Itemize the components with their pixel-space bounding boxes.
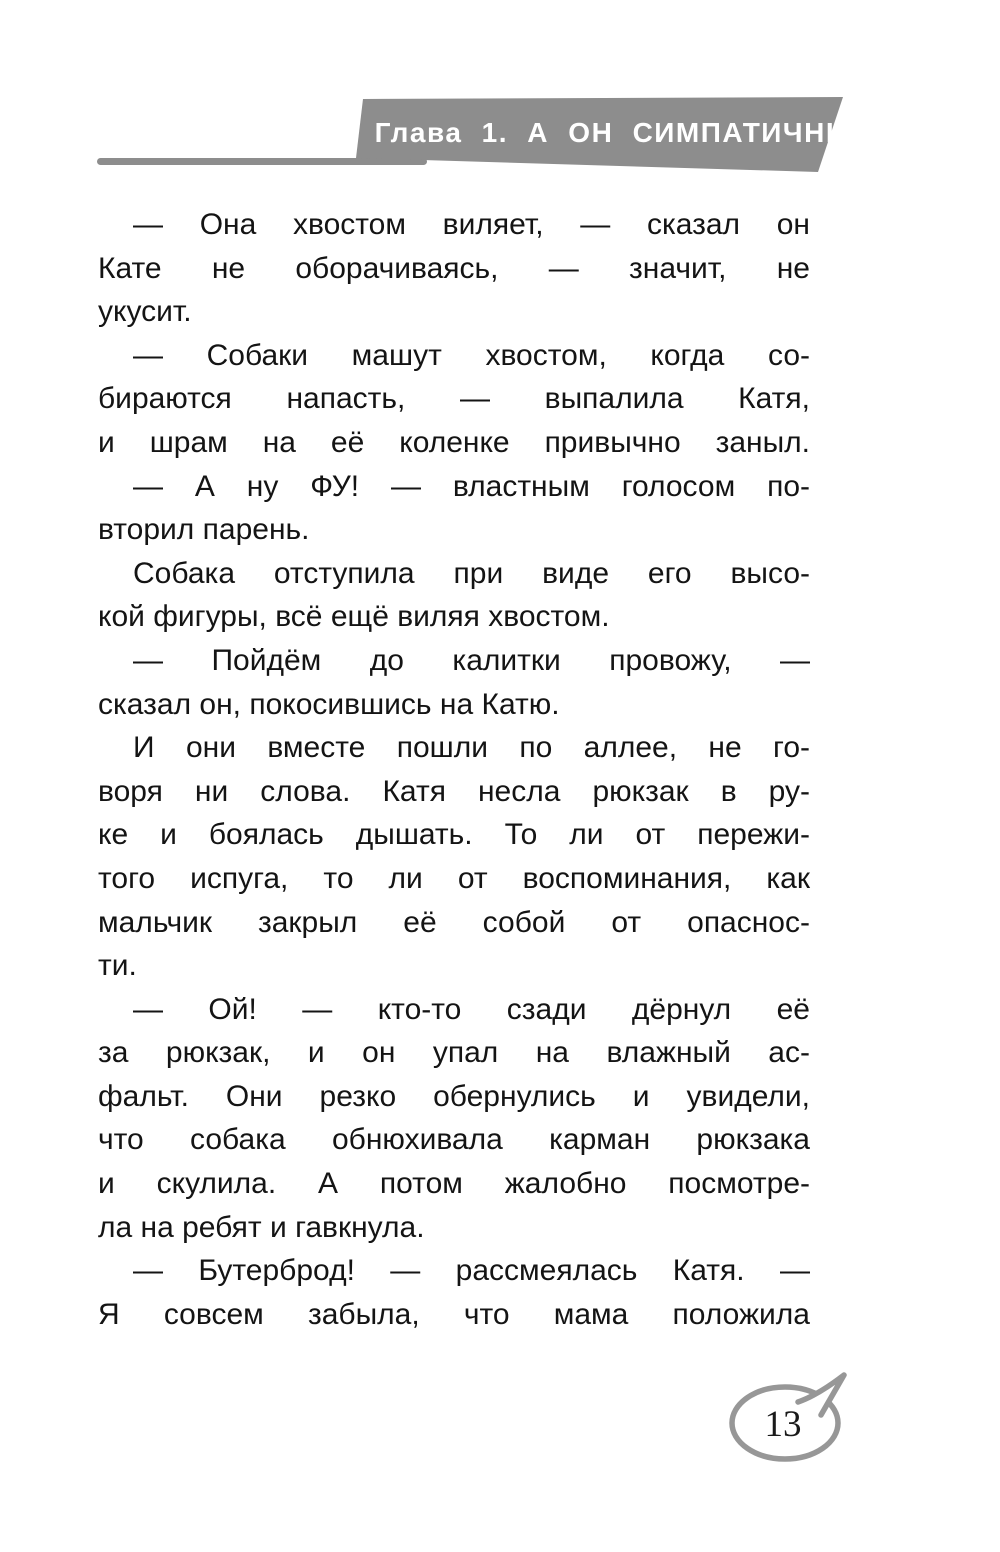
paragraph [98, 465, 810, 552]
text-line: и шрам на её коленке привычно заныл. [98, 425, 810, 459]
text-line: того испуга, то ли от воспоминания, как [98, 861, 810, 895]
text-line: ти. [98, 949, 137, 983]
text-line: укусит. [98, 295, 192, 329]
text-line: Кате не оборачиваясь, — значит, не [98, 251, 810, 285]
paragraph [98, 1249, 810, 1336]
text-line: И они вместе пошли по аллее, не го- [133, 731, 810, 765]
paragraph [98, 334, 810, 465]
text-line: фальт. Они резко обернулись и увидели, [98, 1079, 810, 1113]
text-line: — А ну ФУ! — властным голосом по- [133, 469, 810, 503]
text-line: мальчик закрыл её собой от опаснос- [98, 905, 810, 939]
text-line: воря ни слова. Катя несла рюкзак в ру- [98, 774, 810, 808]
text-line: ла на ребят и гавкнула. [98, 1210, 425, 1244]
paragraph [98, 203, 810, 334]
text-line: за рюкзак, и он упал на влажный ас- [98, 1036, 810, 1070]
text-line: ке и боялась дышать. То ли от пережи- [98, 818, 810, 852]
text-line: Собака отступила при виде его высо- [133, 556, 810, 590]
text-line: — Собаки машут хвостом, когда со- [133, 338, 810, 372]
text-line: — Бутерброд! — рассмеялась Катя. — [133, 1254, 810, 1288]
text-line: — Ой! — кто-то сзади дёрнул её [133, 992, 810, 1026]
text-line: — Пойдём до калитки провожу, — [133, 643, 810, 677]
page-number: 13 [764, 1404, 802, 1445]
text-line: — Она хвостом виляет, — сказал он [133, 208, 810, 241]
text-line: бираются напасть, — выпалила Катя, [98, 382, 810, 416]
text-line: и скулила. А потом жалобно посмотре- [98, 1167, 810, 1201]
text-line: кой фигуры, всё ещё виляя хвостом. [98, 600, 610, 634]
text-line: вторил парень. [98, 513, 310, 547]
paragraph [98, 988, 810, 1250]
text-line: сказал он, покосившись на Катю. [98, 687, 560, 721]
paragraph [98, 552, 810, 639]
page-number-bubble [715, 1355, 865, 1475]
body-text [98, 203, 810, 1336]
text-line: что собака обнюхивала карман рюкзака [98, 1123, 810, 1157]
paragraph [98, 726, 810, 988]
paragraph [98, 639, 810, 726]
text-line: Я совсем забыла, что мама положила [98, 1297, 810, 1331]
chapter-title: Глава 1. А ОН СИМПАТИЧНЫЙ [374, 117, 877, 148]
